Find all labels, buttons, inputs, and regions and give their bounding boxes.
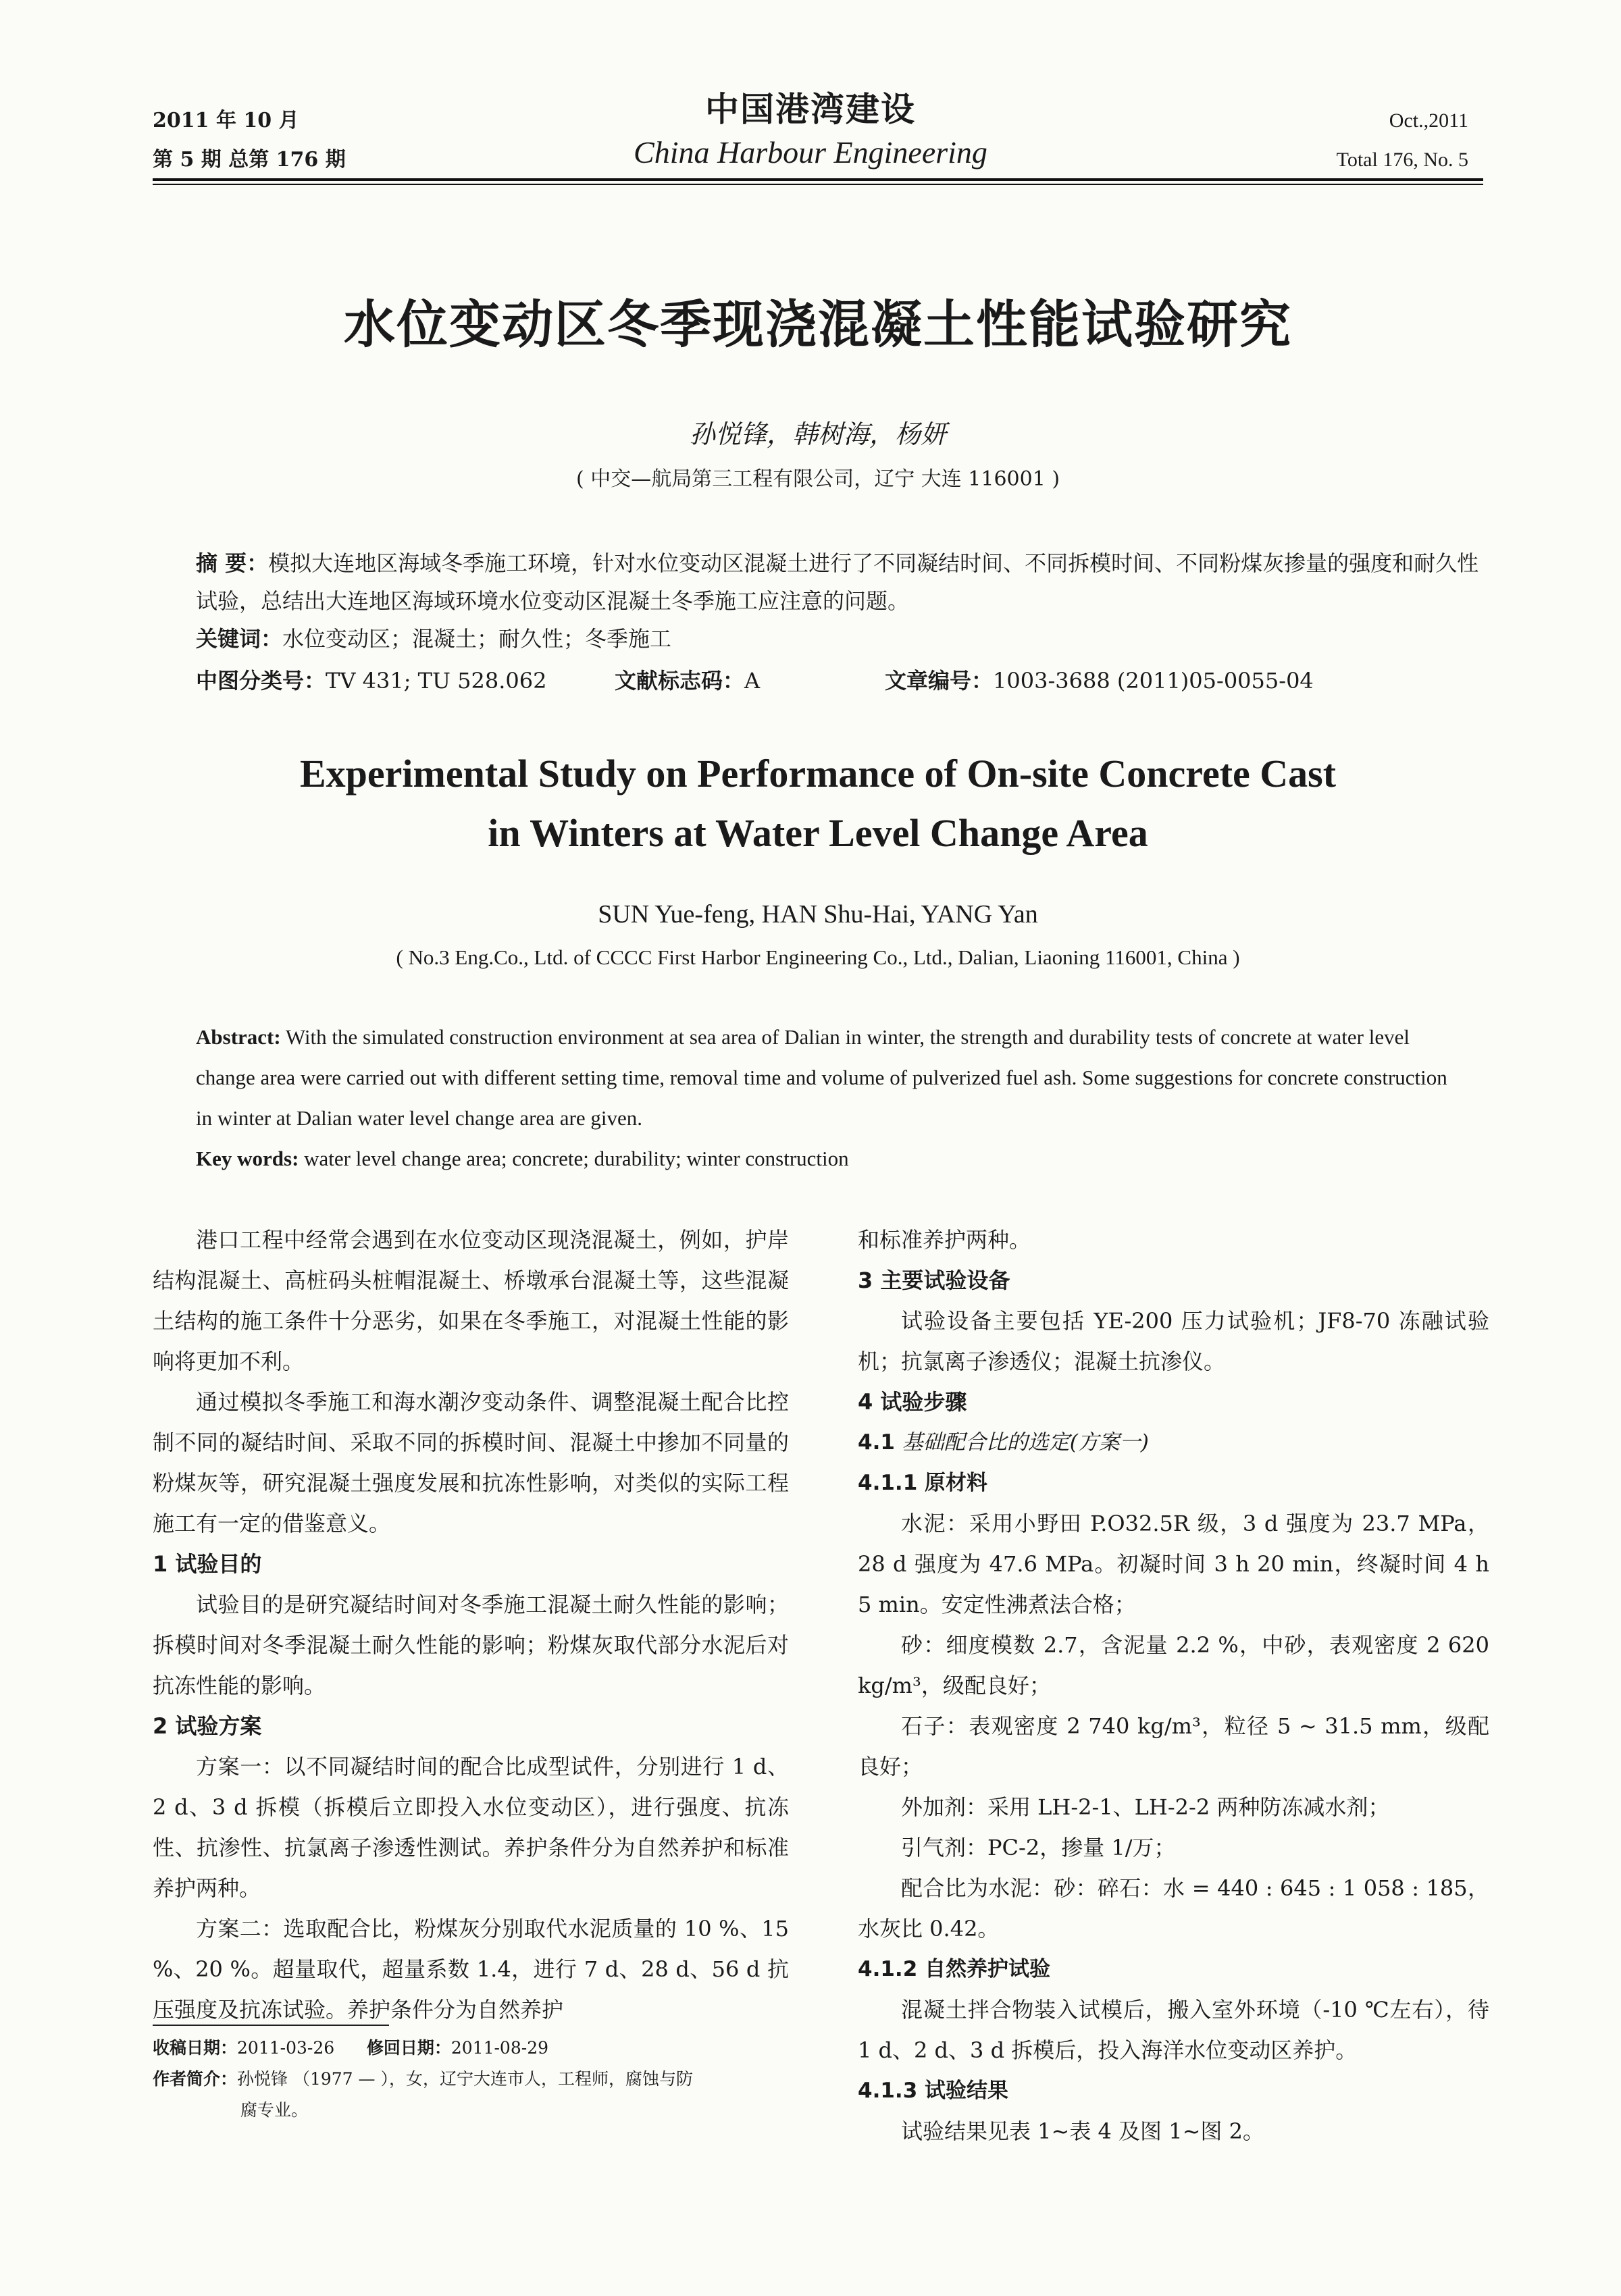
section-heading-3: 3 主要试验设备 bbox=[858, 1268, 1010, 1293]
header-rule-thin bbox=[153, 184, 1483, 185]
header-issue: 第 5 期 总第 176 期 bbox=[153, 148, 346, 172]
body-right-column bbox=[858, 1220, 1489, 2151]
footnote-rule bbox=[153, 2025, 389, 2026]
title-en bbox=[153, 744, 1483, 863]
header-date-en: Oct.,2011 bbox=[1389, 109, 1468, 132]
subsection-heading-4-1-3: 4.1.3 试验结果 bbox=[858, 2079, 1009, 2103]
authors-en: SUN Yue-feng, HAN Shu-Hai, YANG Yan bbox=[598, 900, 1038, 929]
results-paragraph: 试验结果见表 1~表 4 及图 1~图 2。 bbox=[901, 2118, 1264, 2144]
stone-paragraph: 石子：表观密度 2 740 kg/m³，粒径 5 ~ 31.5 mm，级配良好； bbox=[858, 1713, 1489, 1779]
received-date: 2011-03-26 bbox=[237, 2038, 335, 2058]
keywords-en-label: Key words: bbox=[196, 1147, 299, 1170]
equipment-paragraph: 试验设备主要包括 YE-200 压力试验机；JF8-70 冻融试验机；抗氯离子渗透仪；混凝土抗渗仪。 bbox=[858, 1308, 1489, 1374]
subsection-heading-4-1-2: 4.1.2 自然养护试验 bbox=[858, 1957, 1051, 1981]
subsection-4-1-number: 4.1 bbox=[858, 1430, 895, 1455]
scheme-2-continued: 和标准养护两种。 bbox=[858, 1227, 1031, 1253]
scheme-1-paragraph: 方案一：以不同凝结时间的配合比成型试件，分别进行 1 d、2 d、3 d 拆模（拆模后立即投入水位变动区），进行强度、抗冻性、抗渗性、抗氯离子渗透性测试。养护条件分为自然养护和标准养护两种。 bbox=[153, 1754, 789, 1901]
abstract-cn-text: 模拟大连地区海域冬季施工环境，针对水位变动区混凝土进行了不同凝结时间、不同拆模时间、不同粉煤灰掺量的强度和耐久性试验，总结出大连地区海域环境水位变动区混凝土冬季施工应注意的问题。 bbox=[196, 550, 1479, 614]
scheme-2-paragraph: 方案二：选取配合比，粉煤灰分别取代水泥质量的 10 %、15 %、20 %。超量取代，超量系数 1.4，进行 7 d、28 d、56 d 抗压强度及抗冻试验。养护条件分为自然养护 bbox=[153, 1916, 789, 2023]
section-heading-1: 1 试验目的 bbox=[153, 1551, 262, 1577]
footnote-dates bbox=[153, 2033, 789, 2064]
bio-line-1: 孙悦锋 （1977 — ），女，辽宁大连市人，工程师，腐蚀与防 bbox=[237, 2069, 693, 2089]
received-label: 收稿日期： bbox=[153, 2038, 238, 2058]
air-entraining-paragraph: 引气剂：PC-2，掺量 1/万； bbox=[901, 1835, 1176, 1860]
section-1-paragraph: 试验目的是研究凝结时间对冬季施工混凝土耐久性能的影响；拆模时间对冬季混凝土耐久性能的影响；粉煤灰取代部分水泥后对抗冻性能的影响。 bbox=[153, 1592, 789, 1698]
journal-name-cn: 中国港湾建设 bbox=[705, 90, 916, 129]
title-en-line1: Experimental Study on Performance of On-site Concrete Cast bbox=[299, 752, 1337, 795]
article-no-value: 1003-3688 (2011)05-0055-04 bbox=[993, 668, 1314, 694]
bio-label: 作者简介： bbox=[153, 2069, 238, 2089]
header-issue-en: Total 176, No. 5 bbox=[1336, 149, 1468, 171]
natural-curing-paragraph: 混凝土拌合物装入试模后，搬入室外环境（-10 ℃左右），待 1 d、2 d、3 d 拆模后，投入海洋水位变动区养护。 bbox=[858, 1997, 1489, 2063]
journal-name-en: China Harbour Engineering bbox=[634, 135, 987, 169]
bio-line-2: 腐专业。 bbox=[240, 2100, 309, 2120]
title-en-line2: in Winters at Water Level Change Area bbox=[488, 811, 1148, 855]
intro-paragraph-1: 港口工程中经常会遇到在水位变动区现浇混凝土，例如，护岸结构混凝土、高桩码头桩帽混凝土、桥墩承台混凝土等，这些混凝土结构的施工条件十分恶劣，如果在冬季施工，对混凝土性能的影响将更加不利。 bbox=[153, 1227, 789, 1374]
cement-paragraph: 水泥：采用小野田 P.O32.5R 级，3 d 强度为 23.7 MPa，28 d 强度为 47.6 MPa。初凝时间 3 h 20 min，终凝时间 4 h 5 min。安定性沸煮法合格； bbox=[858, 1511, 1489, 1617]
abstract-cn-label: 摘 要： bbox=[196, 550, 269, 576]
abstract-en-text: With the simulated construction environment at sea area of Dalian in winter, the strength and durability tests of concrete at water level change area were carried out with different setting time, removal time and volume of pulverized fuel ash. Some suggestions for concrete construction in winter at Dalian water level change area are given. bbox=[196, 1025, 1447, 1130]
section-heading-2: 2 试验方案 bbox=[153, 1713, 262, 1739]
keywords-cn-text: 水位变动区；混凝土；耐久性；冬季施工 bbox=[282, 626, 672, 652]
header-left bbox=[153, 101, 346, 180]
author-bio bbox=[153, 2064, 789, 2095]
revised-date: 2011-08-29 bbox=[451, 2038, 548, 2058]
footnote bbox=[153, 2033, 789, 2126]
authors-cn: 孙悦锋，韩树海，杨妍 bbox=[689, 419, 946, 449]
affiliation-cn: ( 中交—航局第三工程有限公司，辽宁 大连 116001 ) bbox=[575, 467, 1060, 491]
header-rule bbox=[153, 178, 1483, 181]
abstract-en-label: Abstract: bbox=[196, 1025, 281, 1049]
clc-value: TV 431; TU 528.062 bbox=[326, 668, 547, 694]
section-heading-4: 4 试验步骤 bbox=[858, 1389, 967, 1415]
affiliation-en: ( No.3 Eng.Co., Ltd. of CCCC First Harbor Engineering Co., Ltd., Dalian, Liaoning 116001, China ) bbox=[396, 945, 1240, 969]
header-right bbox=[1337, 101, 1468, 180]
subsection-4-1-title: 基础配合比的选定(方案一) bbox=[902, 1430, 1149, 1455]
title-cn: 水位变动区冬季现浇混凝土性能试验研究 bbox=[344, 294, 1292, 355]
doc-code-label: 文献标志码： bbox=[615, 668, 745, 694]
admixture-paragraph: 外加剂：采用 LH-2-1、LH-2-2 两种防冻减水剂； bbox=[901, 1794, 1390, 1820]
subsection-heading-4-1-1: 4.1.1 原材料 bbox=[858, 1471, 988, 1495]
classification-line bbox=[196, 662, 1479, 700]
keywords-cn-label: 关键词： bbox=[196, 626, 283, 652]
doc-code-value: A bbox=[744, 668, 761, 694]
header-date: 2011 年 10 月 bbox=[153, 109, 299, 132]
subsection-heading-4-1 bbox=[858, 1422, 1489, 1463]
abstract-cn bbox=[196, 544, 1479, 658]
article-no-label: 文章编号： bbox=[885, 668, 994, 694]
clc-label: 中图分类号： bbox=[196, 668, 326, 694]
journal-name bbox=[473, 88, 1148, 174]
revised-label: 修回日期： bbox=[366, 2038, 451, 2058]
body-left-column bbox=[153, 1220, 789, 2030]
keywords-en-text: water level change area; concrete; durability; winter construction bbox=[304, 1147, 849, 1170]
mix-ratio-paragraph: 配合比为水泥：砂：碎石：水 = 440 : 645 : 1 058 : 185，水灰比 0.42。 bbox=[858, 1875, 1489, 1941]
sand-paragraph: 砂：细度模数 2.7，含泥量 2.2 %，中砂，表观密度 2 620 kg/m³，级配良好； bbox=[858, 1632, 1489, 1698]
abstract-en bbox=[196, 1017, 1459, 1179]
intro-paragraph-2: 通过模拟冬季施工和海水潮汐变动条件、调整混凝土配合比控制不同的凝结时间、采取不同的拆模时间、混凝土中掺加不同量的粉煤灰等，研究混凝土强度发展和抗冻性影响，对类似的实际工程施工有一定的借鉴意义。 bbox=[153, 1389, 789, 1536]
